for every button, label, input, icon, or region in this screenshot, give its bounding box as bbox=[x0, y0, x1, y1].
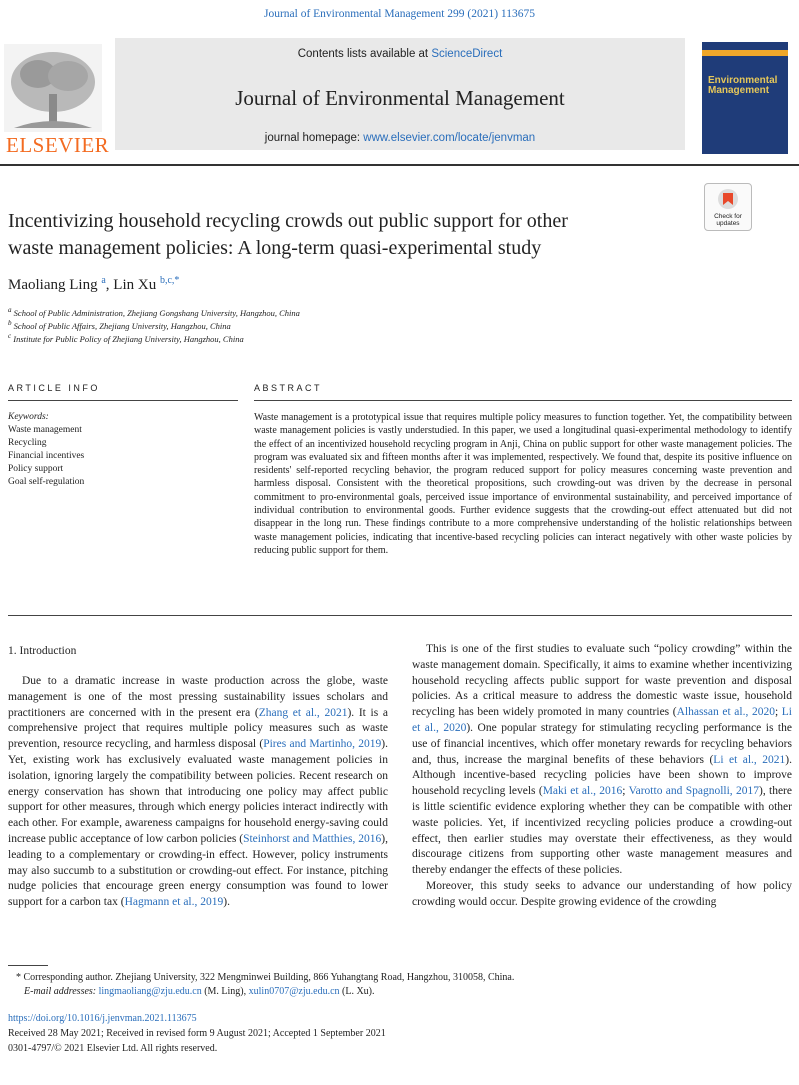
cover-title-line1: Environmental bbox=[708, 75, 778, 86]
affil-text: School of Public Administration, Zhejiang Gongshang University, Hangzhou, China bbox=[13, 307, 300, 318]
homepage-prefix: journal homepage: bbox=[264, 132, 364, 144]
copyright-line: 0301-4797/© 2021 Elsevier Ltd. All rights reserved. bbox=[8, 1043, 218, 1054]
article-info-heading: ARTICLE INFO bbox=[8, 383, 100, 393]
footnote-rule bbox=[8, 965, 48, 966]
journal-citation[interactable]: Journal of Environmental Management 299 (2021) 113675 bbox=[263, 8, 536, 20]
homepage-link[interactable]: www.elsevier.com/locate/jenvman bbox=[363, 132, 536, 144]
body-text: ; bbox=[774, 706, 782, 719]
affiliation bbox=[8, 332, 244, 344]
article-info-rule bbox=[8, 400, 238, 401]
author-list: Maoliang Ling $^a$, Lin Xu $^{b,c,*}$ bbox=[8, 275, 180, 293]
journal-title: Journal of Environmental Management bbox=[235, 86, 565, 110]
intro-paragraph-2 bbox=[412, 642, 792, 879]
affil-sup: c bbox=[8, 332, 12, 340]
check-updates-icon bbox=[716, 187, 740, 211]
abstract-bottom-rule bbox=[8, 615, 792, 616]
citation-link[interactable]: Li et al., 2020 bbox=[412, 706, 792, 734]
email-owner: (L. Xu). bbox=[342, 986, 375, 997]
affil-sup: a bbox=[8, 306, 12, 314]
section-heading: 1. Introduction bbox=[8, 645, 77, 657]
check-for-updates-badge[interactable] bbox=[704, 183, 752, 231]
corresponding-text: Corresponding author. Zhejiang University, 322 Mengminwei Building, 866 Yuhangtang Road, Hangzhou, 310058, China. bbox=[23, 972, 515, 983]
citation-link[interactable]: Li et al., 2021 bbox=[713, 753, 786, 766]
citation-link[interactable]: Alhassan et al., 2020 bbox=[676, 706, 775, 719]
affil-text: Institute for Public Policy of Zhejiang University, Hangzhou, China bbox=[13, 333, 244, 344]
cover-band bbox=[702, 50, 788, 56]
cover-title-line2: Management bbox=[708, 85, 770, 96]
title-line-2: waste management policies: A long-term quasi-experimental study bbox=[8, 237, 542, 259]
body-text: ). Although incentive-based recycling policies have been shown to improve household recycling levels ( bbox=[412, 753, 792, 798]
affiliation bbox=[8, 306, 300, 318]
keyword-item: Financial incentives bbox=[8, 451, 85, 461]
email-label: E-mail addresses: bbox=[24, 986, 97, 997]
badge-line1: Check for bbox=[714, 213, 742, 220]
author-name[interactable]: Maoliang Ling bbox=[8, 277, 98, 293]
email-owner: (M. Ling), bbox=[204, 986, 247, 997]
citation-link[interactable]: Steinhorst and Matthies, 2016 bbox=[243, 832, 382, 845]
abstract-rule bbox=[254, 400, 792, 401]
abstract-text: Waste management is a prototypical issue that requires multiple policy measures to function together. Yet, the compatibility between waste management policies is vastly understudied. In this paper, we used a longitudinal quasi-experimental methodology to identify the effect of an incentivized household recycling program in Anji, China on public support for other waste management policies. The program was evaluated six and fifteen months after it was implemented, respectively. We found that, despite its positive influence on residents' self-reported recycling behavior, the program reduced support for policy measures concerning waste prevention and harmless disposal. Consistent with the theoretical propositions, such crowding-out was driven by the decrease in personal commitment to pro-environmental goals, perceived issue importance of environmental sustainability, and perceived importance of individual contribution to environmental goods. Further evidence suggests that the crowding-out effect attenuated but did not disappear in the long run. These findings contribute to a more comprehensive understanding of the holistic relationships between waste management policies, indicating that incentive-based recycling policies can interact negatively with other waste policies by reducing public support for them. bbox=[254, 412, 792, 556]
contents-line bbox=[115, 48, 685, 60]
citation-link[interactable]: Pires and Martinho, 2019 bbox=[263, 738, 382, 751]
left-column bbox=[8, 674, 388, 911]
body-text: ; bbox=[622, 785, 629, 798]
email-footnote bbox=[24, 986, 799, 997]
abstract-heading: ABSTRACT bbox=[254, 383, 323, 393]
doi-link[interactable]: https://doi.org/10.1016/j.jenvman.2021.113675 bbox=[8, 1013, 197, 1024]
keywords-block bbox=[8, 411, 84, 489]
badge-line2: updates bbox=[716, 220, 740, 227]
keyword-item: Goal self-regulation bbox=[8, 477, 85, 487]
footnote-star: * bbox=[16, 972, 21, 983]
sciencedirect-link[interactable]: ScienceDirect bbox=[431, 48, 503, 60]
received-dates: Received 28 May 2021; Received in revised form 9 August 2021; Accepted 1 September 2021 bbox=[8, 1028, 386, 1039]
intro-paragraph-1 bbox=[8, 674, 388, 911]
body-text: This is one of the first studies to evaluate such “policy crowding” within the waste management domain. Specifically, it aims to examine whether incentivizing household recycling affects public support for waste prevention and disposal policies. As a critical measure to address the domestic waste issue, household recycling has been widely promoted in many countries ( bbox=[412, 643, 792, 719]
homepage-line bbox=[115, 132, 685, 144]
affil-text: School of Public Affairs, Zhejiang University, Hangzhou, China bbox=[13, 320, 231, 331]
keywords-label: Keywords: bbox=[8, 412, 49, 422]
body-text: ). It is a comprehensive project that requires multiple policy measures such as waste prevention, resource recycling, and harmless disposal ( bbox=[8, 706, 389, 751]
intro-paragraph-3: Moreover, this study seeks to advance our understanding of how policy crowding would occur. Despite growing evidence of the crowding bbox=[412, 879, 792, 908]
body-text: ), leading to a complementary or crowding-in effect. However, policy instruments may also succumb to a substitution or crowding-out effect. For instance, pitching nudge policies that encourage green energy consumption was found to lower support for a carbon tax ( bbox=[8, 832, 388, 909]
citation-link[interactable]: Zhang et al., 2021 bbox=[258, 706, 348, 719]
keyword-item: Waste management bbox=[8, 425, 82, 435]
citation-link[interactable]: Varotto and Spagnolli, 2017 bbox=[628, 785, 759, 798]
right-column bbox=[412, 642, 792, 911]
citation-link[interactable]: Hagmann et al., 2019 bbox=[124, 896, 224, 909]
body-text: ). Yet, existing work has exclusively evaluated waste management policies in isolation, ignoring largely the compatibility between policies. Recent research on energy conservation has shown that introducing one policy may affect public support for other measures, through which energy policies interact indirectly with each other. For example, awareness campaigns for household energy-saving could increase public acceptance of low carbon policies ( bbox=[8, 738, 388, 845]
citation-link[interactable]: Maki et al., 2016 bbox=[542, 785, 623, 798]
article-title bbox=[8, 208, 698, 262]
title-line-1: Incentivizing household recycling crowds out public support for other bbox=[8, 210, 568, 232]
contents-prefix: Contents lists available at bbox=[297, 48, 432, 60]
body-text: ), there is little scientific evidence exploring whether they can be compatible with other waste policies. Yet, if incentivized recycling policies produce a crowding-out effect, then earlier studies may overstate their effectiveness, as they would discourage citizens from supporting other waste management measures and thereby endanger the effects of these policies. bbox=[412, 785, 792, 877]
header-rule bbox=[0, 164, 799, 166]
email-link[interactable]: xulin0707@zju.edu.cn bbox=[248, 986, 340, 997]
body-text: Due to a dramatic increase in waste production across the globe, waste management is one of the most pressing sustainability issues scholars and practitioners are concerned with in the present era ( bbox=[8, 675, 388, 719]
journal-cover-thumbnail bbox=[702, 42, 788, 154]
affiliation bbox=[8, 319, 231, 331]
publisher-name: ELSEVIER bbox=[6, 133, 110, 157]
corresponding-footnote bbox=[16, 972, 796, 983]
affil-sup: b bbox=[8, 319, 12, 327]
email-link[interactable]: lingmaoliang@zju.edu.cn bbox=[98, 986, 202, 997]
author-affil-sup[interactable]: b,c,* bbox=[159, 275, 180, 286]
body-text: ). One popular strategy for stimulating recycling performance is the use of financial incentives, which offer monetary rewards for recycling behaviors and, thus, increase the marginal benefits of these behaviors ( bbox=[412, 721, 792, 766]
author-name[interactable]: Lin Xu bbox=[113, 277, 157, 293]
body-text: ). bbox=[223, 896, 230, 909]
author-affil-sup[interactable]: a bbox=[101, 275, 106, 286]
keyword-item: Recycling bbox=[8, 438, 47, 448]
keyword-item: Policy support bbox=[8, 464, 64, 474]
